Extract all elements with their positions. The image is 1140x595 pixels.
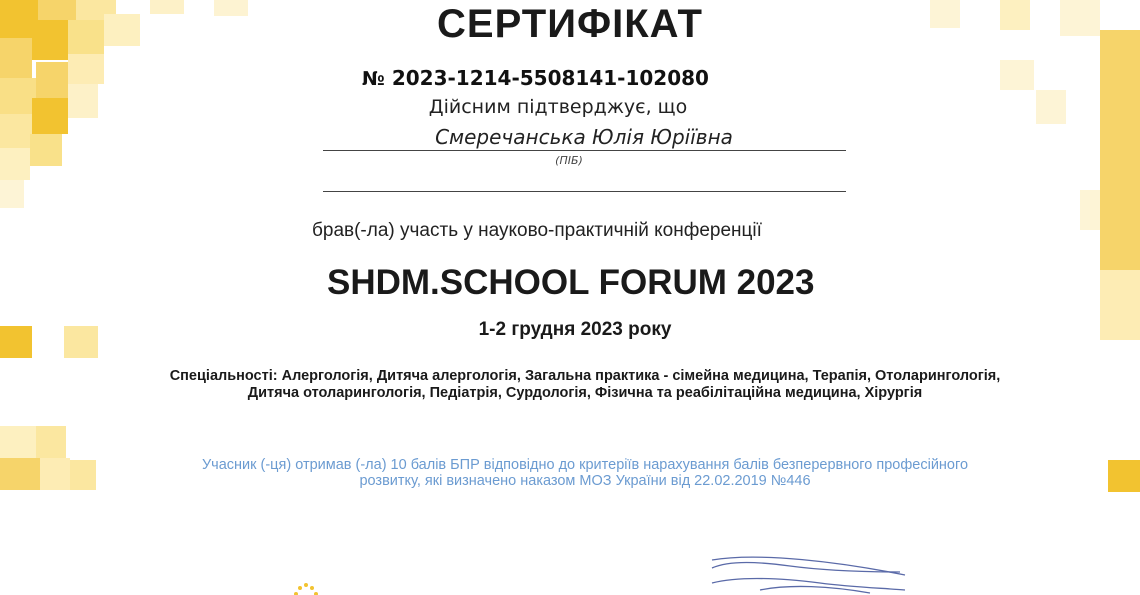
event-name: SHDM.SCHOOL FORUM 2023 (327, 263, 815, 302)
event-dates: 1-2 грудня 2023 року (478, 319, 672, 340)
specialties-text: Спеціальності: Алергологія, Дитяча алергологія, Загальна практика - сімейна медицина, Терапія, Отоларингологія, Дитяча отоларингологія, Педіатрія, Сурдологія, Фізична та реабілітаційна медицина, Хірургія (169, 368, 1001, 401)
certificate-number (362, 66, 709, 90)
name-underline (323, 150, 846, 151)
confirms-text: Дійсним підтверджує, що (428, 96, 688, 118)
name-caption: (ПІБ) (555, 154, 583, 167)
blank-underline (323, 191, 846, 192)
number-value: 2023-1214-5508141-102080 (391, 66, 709, 90)
cpd-points-text: Учасник (-ця) отримав (-ла) 10 балів БПР відповідно до критеріїв нарахування балів безперервного професійного розвитку, які визначено наказом МОЗ України від 22.02.2019 №446 (201, 457, 969, 489)
participation-text: брав(-ла) участь у науково-практичній конференції (312, 220, 762, 241)
recipient-name: Смеречанська Юлія Юріївна (435, 125, 733, 149)
certificate-title: СЕРТИФІКАТ (437, 2, 703, 46)
number-label: № (362, 68, 385, 90)
